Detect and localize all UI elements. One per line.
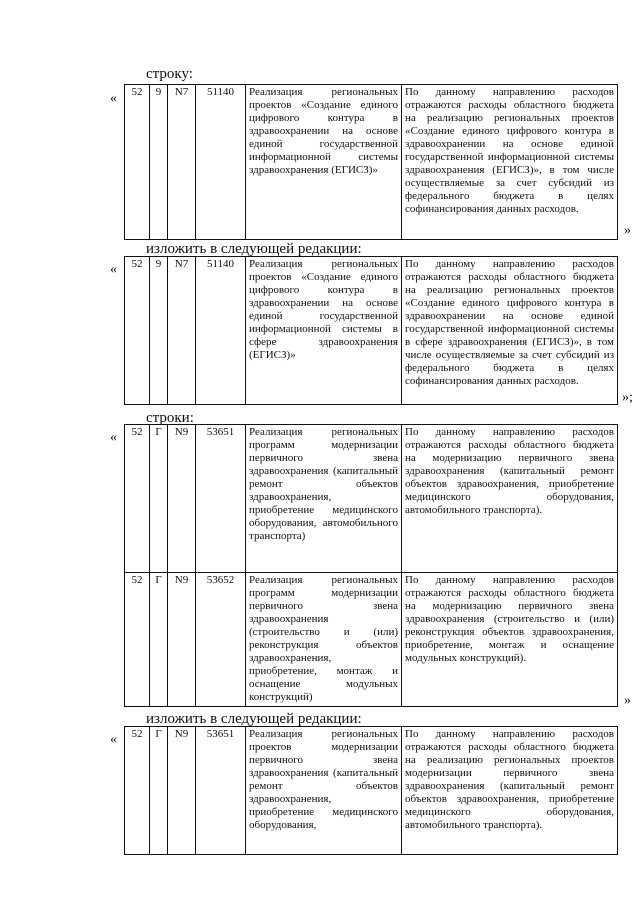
expense-description: По данному направлению расходов отражаются расходы областного бюджета на реализацию региональных проектов «Создание единого цифрового контура в здравоохранении на основе единой государственной информационной системы в сфере здравоохранения (ЕГИСЗ)», в том числе осуществляемые за счет субсидий из федерального бюджета в целях софинансирования данных расходов. [402,257,618,405]
direction-code: 53651 [196,425,246,573]
code-part-3: N9 [168,425,196,573]
table-row [125,257,618,405]
budget-table [124,726,618,855]
budget-table [124,84,618,240]
code-part-3: N7 [168,85,196,240]
expense-name: Реализация региональных программ модернизации первичного звена здравоохранения (строительство и (или) реконструкция объектов здравоохранения, приобретение, монтаж и оснащение модульных конструкций) [246,573,402,707]
expense-description: По данному направлению расходов отражаются расходы областного бюджета на модернизацию первичного звена здравоохранения (строительство и (или) реконструкция объектов здравоохранения, приобретение, монтаж и оснащение модульных конструкций). [402,573,618,707]
expense-description: По данному направлению расходов отражаются расходы областного бюджета на реализацию региональных проектов «Создание единого цифрового контура в здравоохранении на основе единой государственной информационной системы здравоохранения (ЕГИСЗ)», в том числе осуществляемые за счет субсидий из федерального бюджета в целях софинансирования данных расходов. [402,85,618,240]
expense-description: По данному направлению расходов отражаются расходы областного бюджета на модернизацию первичного звена здравоохранения (капитальный ремонт объектов здравоохранения, приобретение медицинского оборудования, автомобильного транспорта). [402,425,618,573]
direction-code: 53651 [196,727,246,855]
code-part-1: 52 [125,573,150,707]
code-part-3: N7 [168,257,196,405]
code-part-2: 9 [150,85,168,240]
open-quote: « [110,732,117,747]
code-part-3: N9 [168,573,196,707]
open-quote: « [110,91,117,106]
block-heading: изложить в следующей редакции: [146,711,362,727]
table-row [125,573,618,707]
code-part-2: Г [150,727,168,855]
block-heading: строки: [146,410,194,426]
close-quote: »; [622,390,633,405]
table-row [125,727,618,855]
expense-name: Реализация региональных проектов «Создание единого цифрового контура в здравоохранении на основе единой государственной информационной системы здравоохранения (ЕГИСЗ)» [246,85,402,240]
direction-code: 51140 [196,257,246,405]
budget-table [124,424,618,707]
code-part-1: 52 [125,425,150,573]
expense-name: Реализация региональных программ модернизации первичного звена здравоохранения (капитальный ремонт объектов здравоохранения, приобретение медицинского оборудования, автомобильного транспорта) [246,425,402,573]
code-part-1: 52 [125,727,150,855]
code-part-1: 52 [125,257,150,405]
open-quote: « [110,430,117,445]
expense-description: По данному направлению расходов отражаются расходы областного бюджета на реализацию региональных проектов модернизации первичного звена здравоохранения (капитальный ремонт объектов здравоохранения, приобретение медицинского оборудования, автомобильного транспорта). [402,727,618,855]
code-part-1: 52 [125,85,150,240]
close-quote: » [624,693,631,708]
open-quote: « [110,262,117,277]
close-quote: » [624,223,631,238]
code-part-2: 9 [150,257,168,405]
block-heading: строку: [146,66,193,82]
table-row [125,425,618,573]
code-part-2: Г [150,425,168,573]
expense-name: Реализация региональных проектов «Создание единого цифрового контура в здравоохранении на основе единой государственной информационной системы в сфере здравоохранения (ЕГИСЗ)» [246,257,402,405]
code-part-2: Г [150,573,168,707]
budget-table [124,256,618,405]
direction-code: 51140 [196,85,246,240]
expense-name: Реализация региональных проектов модернизации первичного звена здравоохранения (капитальный ремонт объектов здравоохранения, приобретение медицинского оборудования, [246,727,402,855]
table-row [125,85,618,240]
direction-code: 53652 [196,573,246,707]
code-part-3: N9 [168,727,196,855]
block-heading: изложить в следующей редакции: [146,241,362,257]
